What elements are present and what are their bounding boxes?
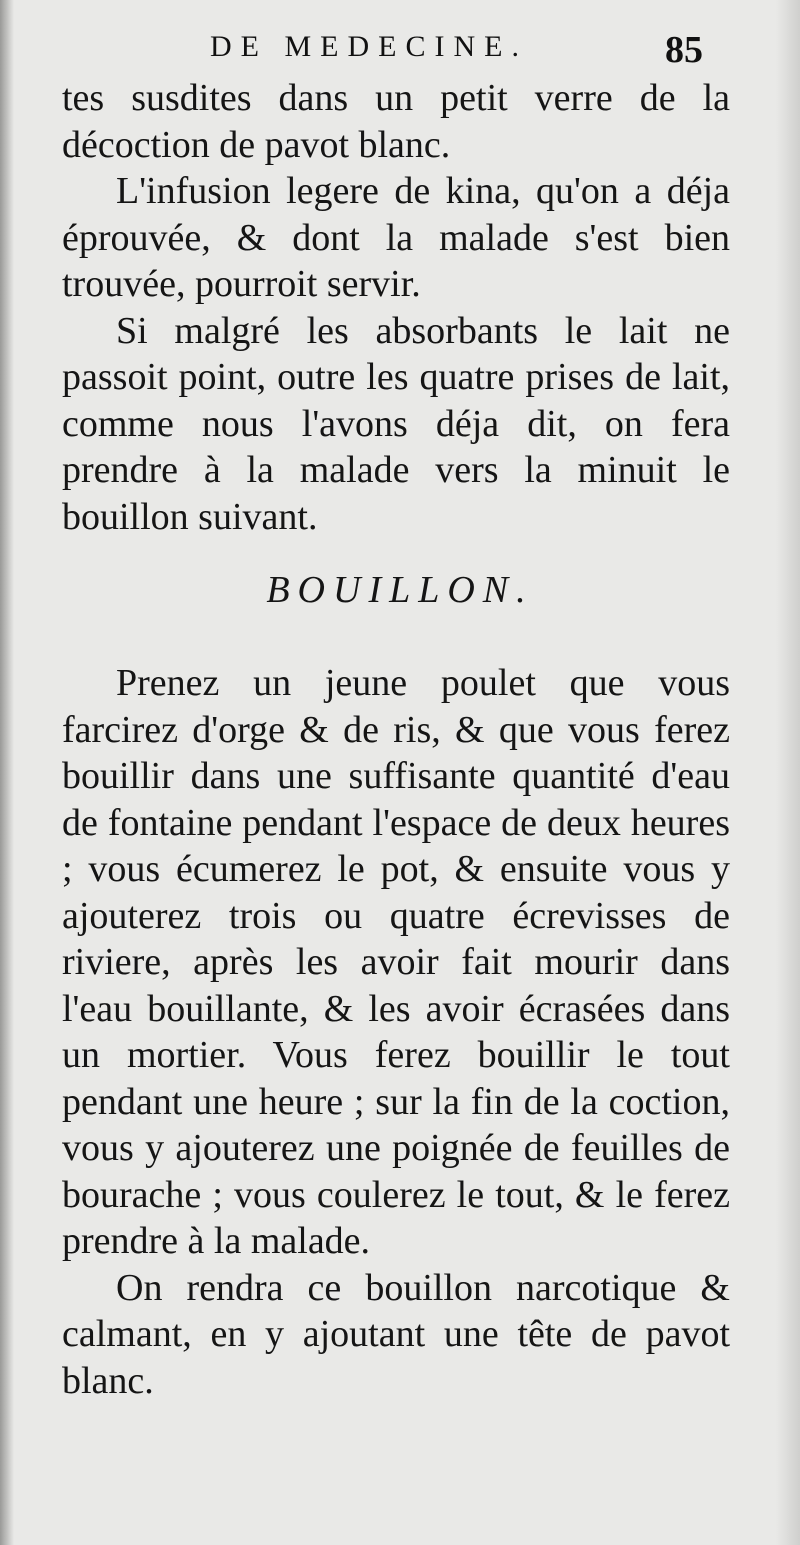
- section-heading: BOUILLON.: [266, 569, 534, 611]
- page-number: 85: [665, 29, 703, 71]
- body-text-lower: [62, 660, 730, 1404]
- paragraph: Prenez un jeune poulet que vous farcirez d'orge & de ris, & que vous ferez bouillir dans une suffisante quantité d'eau de fontaine pendant l'espace de deux heures ; vous écumerez le pot, & ensuite vous y ajouterez trois ou quatre écrevisses de riviere, après les avoir fait mourir dans l'eau bouillante, & les avoir écrasées dans un mortier. Vous ferez bouillir le tout pendant une heure ; sur la fin de la coction, vous y ajouterez une poignée de feuilles de bourache ; vous coulerez le tout, & le ferez prendre à la malade.: [62, 662, 730, 1262]
- paragraph: tes susdites dans un petit verre de la décoction de pavot blanc.: [62, 77, 730, 166]
- running-title: DE MEDECINE.: [210, 30, 528, 63]
- paragraph: L'infusion legere de kina, qu'on a déja éprouvée, & dont la malade s'est bien trouvée, pourroit servir.: [62, 170, 730, 305]
- body-text-upper: [62, 75, 730, 540]
- paragraph: On rendra ce bouillon narcotique & calmant, en y ajoutant une tête de pavot blanc.: [62, 1266, 730, 1402]
- paragraph: Si malgré les absorbants le lait ne passoit point, outre les quatre prises de lait, comme nous l'avons déja dit, on fera prendre à la malade vers la minuit le bouillon suivant.: [62, 309, 730, 538]
